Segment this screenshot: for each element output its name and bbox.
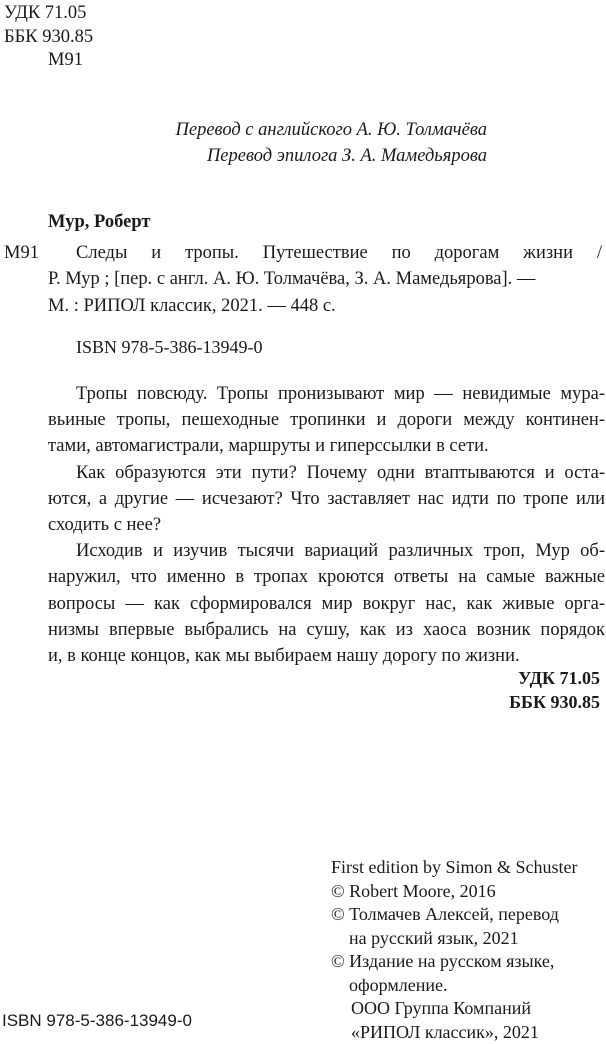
annotation-line: и, в конце концов, как мы выбираем нашу дорогу по жизни. — [48, 643, 605, 669]
copyright-block — [331, 856, 605, 1044]
annotation-line: вопросы — как сформировался мир вокруг нас, как живые орга- — [48, 591, 605, 617]
bib-line: М. : РИПОЛ классик, 2021. — 448 с. — [48, 293, 602, 319]
annotation-line: ются, а другие — исчезают? Что заставляет нас идти по тропе или — [48, 486, 605, 512]
bib-line: Р. Мур ; [пер. с англ. А. Ю. Толмачёва, З. А. Мамедьярова]. — — [48, 266, 602, 292]
author-heading: Мур, Роберт — [48, 210, 150, 234]
classification-codes-top — [4, 2, 93, 73]
annotation-line: сходить с нее? — [48, 512, 605, 538]
copyright-line: на русский язык, 2021 — [331, 927, 605, 951]
annotation-line: Тропы повсюду. Тропы пронизывают мир — невидимые мура- — [48, 381, 605, 407]
copyright-line: © Толмачев Алексей, перевод — [331, 903, 605, 927]
translator-credit: Перевод с английского А. Ю. Толмачёва — [0, 118, 487, 144]
bib-line: Следы и тропы. Путешествие по дорогам жизни / — [48, 240, 602, 266]
epilogue-translator-credit: Перевод эпилога З. А. Мамедьярова — [0, 144, 487, 170]
annotation-line: низмы впервые выбрались на сушу, как из хаоса возник порядок — [48, 617, 605, 643]
copyright-line: © Издание на русском языке, — [331, 950, 605, 974]
bibliographic-description — [48, 240, 602, 319]
annotation-line: Как образуются эти пути? Почему одни втаптываются и оста- — [48, 460, 605, 486]
annotation — [48, 381, 605, 669]
copyright-line: оформление. — [331, 974, 605, 998]
author-sign: М91 — [4, 240, 39, 266]
copyright-line: «РИПОЛ классик», 2021 — [331, 1021, 605, 1044]
isbn: ISBN 978-5-386-13949-0 — [76, 334, 263, 360]
annotation-line: наружил, что именно в тропах кроются ответы на самые важные — [48, 564, 605, 590]
udk-code: УДК 71.05 — [4, 2, 93, 26]
annotation-line: Исходив и изучив тысячи вариаций различных троп, Мур об- — [48, 538, 605, 564]
isbn-footer: ISBN 978-5-386-13949-0 — [2, 1010, 192, 1032]
udk-code-bold: УДК 71.05 — [509, 666, 600, 690]
annotation-line: вьиные тропы, пешеходные тропинки и дороги между континен- — [48, 407, 605, 433]
bbk-code: ББК 930.85 — [4, 26, 93, 50]
copyright-line: © Robert Moore, 2016 — [331, 880, 605, 904]
copyright-line: ООО Группа Компаний — [331, 997, 605, 1021]
classification-codes-bottom — [509, 666, 600, 714]
copyright-line: First edition by Simon & Schuster — [331, 856, 605, 880]
bbk-code-bold: ББК 930.85 — [509, 690, 600, 714]
annotation-line: тами, автомагистрали, маршруты и гиперссылки в сети. — [48, 433, 605, 459]
author-sign-code: М91 — [4, 49, 93, 73]
translation-credits — [0, 118, 487, 169]
